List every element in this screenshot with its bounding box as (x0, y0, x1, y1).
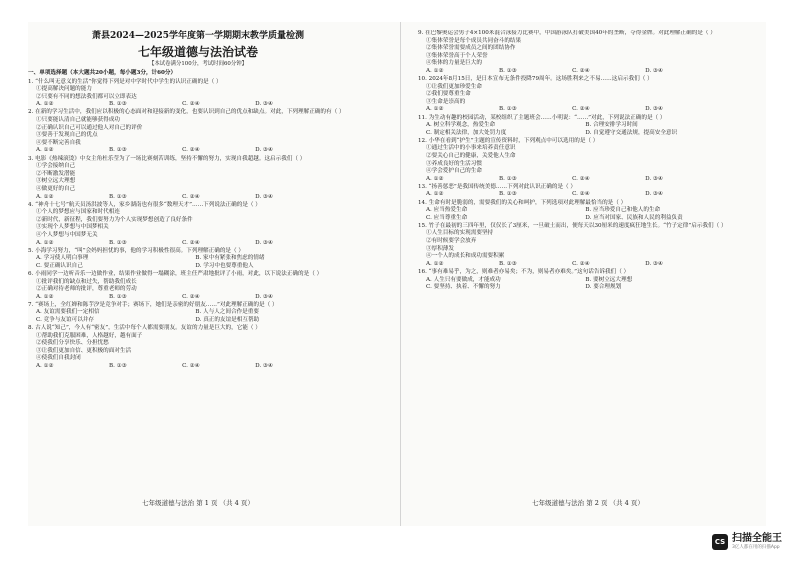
exam-title: 萧县2024—2025学年度第一学期期末教学质量检测 (91, 31, 305, 41)
statement-item: ①让我们更加珍爱生命 (426, 83, 482, 90)
answer-option: C. 要正确认识自己 (36, 262, 83, 269)
answer-option: D. 要合理规划 (585, 284, 622, 291)
question-block (418, 200, 758, 223)
statement-list (418, 145, 758, 175)
question-block (418, 223, 758, 269)
watermark-text (732, 533, 782, 551)
answer-option: D. ③④ (645, 67, 663, 74)
statement-item: ①提高解决问题的能力 (36, 86, 92, 93)
scanner-watermark (712, 533, 782, 551)
question-stem: 11. 为生动有趣的校园活动，某校组织了主题班会……小明说：“……”对此，下列说法正确的是（ ） (418, 114, 666, 121)
answer-options (28, 255, 368, 270)
question-block (418, 115, 758, 138)
answer-option: D. ③④ (255, 239, 273, 246)
answer-options (418, 68, 758, 76)
statement-item: ③让我们更加自信、更积极的面对生活 (36, 347, 132, 354)
camscanner-logo-icon: CS (712, 534, 728, 550)
exam-note: 【本试卷满分100分，考试时间60分钟】 (148, 61, 247, 67)
answer-options (28, 363, 368, 371)
answer-option: A. ①② (426, 106, 444, 113)
statement-item: ②只要有不同的想法我们都可以立即表达 (36, 93, 137, 100)
statement-item: ③厚积薄发 (426, 245, 454, 252)
answer-options (28, 147, 368, 155)
answer-option: C. ②④ (572, 191, 590, 198)
answer-option: A. ①② (36, 293, 54, 300)
answer-option: B. ①③ (499, 260, 517, 267)
question-stem: 15. 竹子在最初的三四年里，仅仅长了3厘米，一旦破土而出，便每天以30厘米的速度疯狂地生长。“竹子定律”启示我们（ ） (418, 222, 727, 229)
question-block (28, 325, 368, 371)
question-stem: 8. 古人说“知己”，今人有“密友”，生活中每个人都需要朋友。友谊的力量是巨大的，它能（ ） (28, 325, 261, 332)
answer-option: C. ②④ (572, 175, 590, 182)
statement-item: ③要善于发现自己的优点 (36, 132, 98, 139)
statement-item: ①学会接纳自己 (36, 163, 76, 170)
answer-option: B. 合理安排学习时间 (585, 122, 638, 129)
statement-item: ①个人的梦想应与国家和时代相连 (36, 209, 120, 216)
answer-option: B. ①③ (499, 106, 517, 113)
answer-option: B. ①③ (109, 363, 127, 370)
answer-option: D. ③④ (255, 363, 273, 370)
question-stem: 3. 电影《热辣滚烫》中女主角杜乐莹为了一场比赛刻苦训练，坚持不懈的努力，实现自我超越。这启示我们（ ） (28, 155, 306, 162)
statement-item: ①批评我们的缺点和过失，帮助我们成长 (36, 278, 137, 285)
statement-item: ②我们要尊重生命 (426, 91, 471, 98)
answer-option: D. ③④ (255, 147, 273, 154)
question-stem: 4. “神舟十七号”航天员汤洪波等人，家乡湖南也有很多“数理天才”……下列说法正确的是（ ） (28, 201, 261, 208)
answer-option: B. ①③ (499, 67, 517, 74)
question-stem: 2. 在新的学习生活中，我们应以积极的心态面对和迎接新的变化，也要认识到自己的优点和缺点。对此，下列理解正确的有（ ） (28, 109, 345, 116)
statement-item: ①集体荣誉是每个成员共同奋斗的结果 (426, 37, 522, 44)
answer-option: D. ③④ (255, 293, 273, 300)
answer-option: A. 人生只有要做成，才能成功 (426, 276, 501, 283)
statement-item: ④一个人的成长和成功需要积累 (426, 253, 505, 260)
question-stem: 5. 小海学习努力，“叫”会妈妈担忧的事，他的学习积极性很高。下列理解正确的是（ ） (28, 247, 244, 254)
answer-options (28, 101, 368, 109)
statement-list (418, 84, 758, 107)
statement-item: ②集体荣誉需要成员之间的团结协作 (426, 45, 516, 52)
answer-option: C. ②④ (182, 239, 200, 246)
answer-option: A. ①② (36, 147, 54, 154)
question-stem: 1. “什么叫无意义的生活”你觉得下列是对中学时代中学生的认识正确的是（ ） (28, 78, 222, 85)
scanned-exam-sheet (28, 22, 766, 526)
answer-option: D. 真正的友谊是相互帮助 (195, 317, 260, 323)
statement-item: ④使我们自我封闭 (36, 355, 81, 362)
answer-option: D. ③④ (645, 260, 663, 267)
question-block (28, 79, 368, 109)
answer-option: A. 学习使人明白事理 (36, 255, 89, 262)
statement-item: ④集体的力量是巨大的 (426, 60, 482, 67)
answer-option: B. ①③ (499, 175, 517, 182)
answer-option: D. 自觉遵守交通法规，提高安全意识 (585, 129, 678, 136)
statement-item: ④学会爱护自己的生命 (426, 168, 482, 175)
answer-option: C. ②④ (182, 101, 200, 108)
statement-item: ②正确认识自己可以通过他人对自己的评价 (36, 124, 143, 131)
exam-subtitle: 七年级道德与法治试卷 (137, 45, 258, 59)
answer-option: C. ②④ (182, 363, 200, 370)
question-block (28, 109, 368, 155)
statement-list (28, 163, 368, 193)
answer-options (418, 176, 758, 184)
statement-list (28, 333, 368, 363)
answer-option: A. ①② (426, 67, 444, 74)
answer-options (28, 240, 368, 248)
answer-options (418, 106, 758, 114)
statement-list (28, 209, 368, 239)
watermark-title: 扫描全能王 (732, 533, 782, 544)
statement-item: ③养成良好的生活习惯 (426, 160, 482, 167)
statement-item: ②使我们分享快乐、分担忧愁 (36, 340, 109, 347)
statement-item: ②正确对待老师的批评，尊重老师的劳动 (36, 286, 137, 293)
answer-option: D. ③④ (645, 175, 663, 182)
statement-item: ③树立远大理想 (36, 178, 76, 185)
answer-option: B. ①③ (109, 101, 127, 108)
question-stem: 9. 在巴黎奥运会男子4×100米混合泳接力比赛中，中国游泳队打破美国40年的垄断，夺得金牌。对此理解正确的是（ ） (418, 30, 716, 36)
question-stem: 13. “扬善惩恶”是我国传统美德……下列对此认识正确的是（ ） (418, 183, 577, 190)
answer-option: A. 应当热爱生命 (426, 207, 468, 214)
answer-options (28, 294, 368, 302)
answer-option: C. ②④ (572, 260, 590, 267)
answer-option: C. ②④ (182, 147, 200, 154)
answer-option: A. ①② (36, 101, 54, 108)
question-stem: 14. 生命有时是脆弱的，需要我们的关心和呵护，下列选项对此理解最恰当的是（ ） (418, 199, 627, 206)
question-stem: 7. “赛场上，全红婵和陈芋汐是竞争对手；赛场下，她们是亲密的好朋友……”对此理解正确的是（ ） (28, 301, 278, 308)
answer-option: D. ③④ (255, 101, 273, 108)
answer-option: A. ①② (426, 191, 444, 198)
question-stem: 12. 小华在看到“护生”主题的宣传资料时，下列观点中可以选用的是（ ） (418, 137, 599, 144)
statement-item: ①人生目标的实现需要坚持 (426, 230, 494, 237)
page-footer: 七年级道德与法治 第 1 页 （共 4 页） (142, 499, 254, 507)
statement-item: ④个人梦想与中国梦无关 (36, 231, 98, 238)
question-list (418, 30, 758, 292)
answer-options (418, 261, 758, 269)
answer-options (28, 309, 368, 324)
question-block (28, 248, 368, 271)
question-block (418, 184, 758, 199)
answer-option: A. ①② (426, 175, 444, 182)
statement-list (418, 230, 758, 260)
answer-option: B. ①③ (109, 293, 127, 300)
answer-option: C. ②④ (572, 67, 590, 74)
question-block (28, 271, 368, 301)
answer-option: B. 人与人之间合作是重要 (195, 309, 259, 316)
statement-item: ③实现个人梦想与中国梦相关 (36, 224, 109, 231)
answer-option: D. ③④ (645, 106, 663, 113)
page-fold-divider (400, 22, 401, 526)
answer-options (418, 122, 758, 137)
statement-item: ②要关心自己的健康，关爱他人生命 (426, 153, 516, 159)
answer-option: C. ②④ (182, 293, 200, 300)
question-stem: 10. 2024年8月15日，是日本宣布无条件投降79周年。这场胜利来之不易……这启示我们（ ） (418, 76, 653, 83)
answer-option: A. ①② (36, 193, 54, 200)
answer-option: D. ③④ (255, 193, 273, 200)
answer-option: C. ②④ (182, 193, 200, 200)
statement-item: ②不断激发潜能 (36, 170, 76, 177)
statement-item: ①只要能认清自己就能够获得成功 (36, 117, 120, 124)
exam-page-1 (28, 30, 368, 508)
answer-option: C. 应当尊重生命 (426, 214, 468, 221)
question-block (418, 138, 758, 184)
answer-option: A. ①② (36, 239, 54, 246)
statement-list (28, 117, 368, 147)
watermark-subtitle: 3亿人都在用的扫描App (732, 545, 780, 550)
answer-option: B. ①③ (109, 239, 127, 246)
statement-item: ④做更好的自己 (36, 185, 76, 192)
section-heading: 一、单项选择题（本大题共20小题，每小题3分，计60分） (28, 70, 177, 76)
statement-list (28, 86, 368, 101)
answer-option: A. ①② (426, 260, 444, 267)
statement-item: ①通过生活中的小事来培养责任意识 (426, 145, 516, 152)
statement-item: ③集体荣誉高于个人荣誉 (426, 52, 488, 59)
statement-item: ②新时代，新征程，我们要努力为个人实现梦想创造了良好条件 (36, 216, 193, 223)
answer-options (418, 277, 758, 292)
statement-item: ④要不断完善自我 (36, 139, 81, 146)
question-stem: 6. 小雨同学一边听音乐一边做作业，结果作业做得一塌糊涂，班主任严肃地批评了小雨，对此，以下说法正确的是（ ） (28, 270, 323, 277)
answer-option: C. 竞争与友谊可以并存 (36, 317, 94, 323)
answer-option: D. 应当对国家、民族和人民的利益负责 (585, 214, 683, 221)
answer-option: B. 家中有紧张和焦虑的情绪 (195, 255, 265, 262)
answer-option: A. 友谊需要我们一定相信 (36, 309, 100, 316)
statement-list (418, 38, 758, 68)
statement-item: ②有时候要学会放弃 (426, 238, 477, 245)
answer-option: B. 要树立远大理想 (585, 276, 633, 283)
statement-item: ①帮助我们克服困难，人格越好，越有面子 (36, 332, 143, 339)
answer-option: D. 学习中也要尊重他人 (195, 262, 254, 269)
answer-option: B. ①③ (499, 191, 517, 198)
answer-option: D. ③④ (645, 191, 663, 198)
question-block (28, 302, 368, 325)
answer-options (418, 207, 758, 222)
answer-options (418, 191, 758, 199)
question-block (418, 76, 758, 114)
question-stem: 16. “事有难易乎，为之，则难者亦易矣；不为，则易者亦难矣。”这句话告诉我们（ ） (418, 268, 630, 275)
exam-page-2 (418, 30, 758, 508)
answer-option: C. ②④ (572, 106, 590, 113)
answer-option: B. 应当珍爱自己和他人的生命 (585, 207, 661, 214)
answer-option: A. ①② (36, 363, 54, 370)
statement-list (28, 279, 368, 294)
answer-option: C. 要坚持、执着、不懈的努力 (426, 284, 501, 291)
question-block (418, 30, 758, 76)
question-list (28, 79, 368, 371)
answer-option: A. 树立科学观念，热爱生命 (426, 122, 496, 129)
question-block (28, 202, 368, 248)
question-block (28, 156, 368, 202)
question-block (418, 269, 758, 292)
answer-options (28, 194, 368, 202)
answer-option: C. 制定相关法律，加大处罚力度 (426, 129, 507, 136)
answer-option: B. ①③ (109, 147, 127, 154)
statement-item: ③生命是崇高的 (426, 98, 466, 105)
answer-option: B. ①③ (109, 193, 127, 200)
page-footer: 七年级道德与法治 第 2 页 （共 4 页） (532, 499, 644, 507)
